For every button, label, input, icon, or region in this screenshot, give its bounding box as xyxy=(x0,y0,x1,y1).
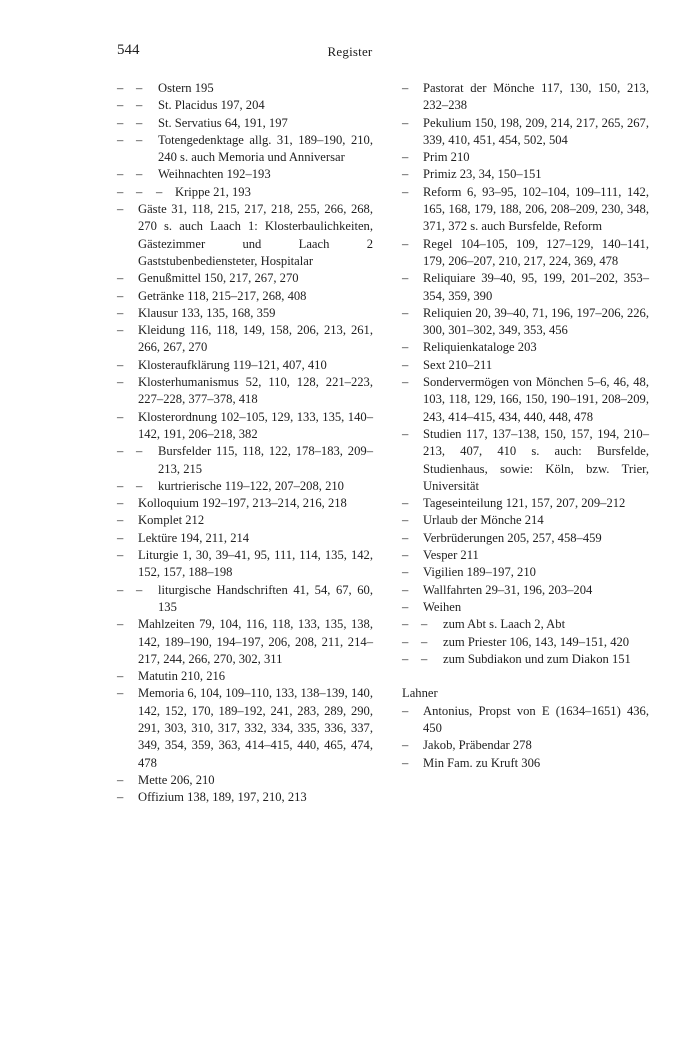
index-entry xyxy=(117,357,373,374)
index-entry-text: Weihen xyxy=(423,599,462,614)
index-entry xyxy=(117,443,373,478)
index-entry xyxy=(402,426,649,495)
dash-marker: – xyxy=(117,444,124,459)
index-entry-text: Genußmittel 150, 217, 267, 270 xyxy=(138,271,299,286)
dash-marker: – xyxy=(136,132,143,147)
dash-marker: – xyxy=(117,375,124,390)
dash-marker: – xyxy=(402,357,409,372)
index-entry-text: Mette 206, 210 xyxy=(138,772,215,787)
index-entry xyxy=(117,288,373,305)
index-entry-text: Reform 6, 93–95, 102–104, 109–111, 142, 165, 168, 179, 188, 206, 208–209, 230, 348, 371, 372 s. auch Bursfelde, Reform xyxy=(423,184,649,234)
dash-marker: – xyxy=(117,357,124,372)
index-entry-text: Reliquien 20, 39–40, 71, 196, 197–206, 226, 300, 301–302, 349, 353, 456 xyxy=(423,305,649,338)
index-entry-text: Offizium 138, 189, 197, 210, 213 xyxy=(138,790,307,805)
index-entry-text: Reliquienkataloge 203 xyxy=(423,340,537,355)
dash-marker: – xyxy=(117,305,124,320)
index-entry-text: Ostern 195 xyxy=(158,81,214,95)
index-entry-text: Wallfahrten 29–31, 196, 203–204 xyxy=(423,582,593,597)
index-entry xyxy=(117,132,373,167)
index-heading xyxy=(402,685,649,702)
dash-marker: – xyxy=(402,530,409,545)
index-entry xyxy=(117,305,373,322)
index-entry-text: Prim 210 xyxy=(423,150,470,165)
dash-marker: – xyxy=(117,582,124,597)
page-number: 544 xyxy=(117,42,140,58)
index-entry xyxy=(402,115,649,150)
dash-marker: – xyxy=(117,132,124,147)
index-entry xyxy=(402,495,649,512)
index-entry xyxy=(402,530,649,547)
index-entry xyxy=(402,616,649,633)
dash-marker: – xyxy=(117,81,124,95)
dash-marker: – xyxy=(136,478,143,493)
index-entry-text: Klausur 133, 135, 168, 359 xyxy=(138,305,276,320)
dash-marker: – xyxy=(117,496,124,511)
dash-marker: – xyxy=(402,703,409,718)
dash-marker: – xyxy=(117,617,124,632)
index-entry-text: kurtrierische 119–122, 207–208, 210 xyxy=(158,478,344,493)
index-entry-text: Liturgie 1, 30, 39–41, 95, 111, 114, 135, 142, 152, 157, 188–198 xyxy=(138,548,373,580)
index-entry xyxy=(117,772,373,789)
index-entry-text: Klosteraufklärung 119–121, 407, 410 xyxy=(138,357,327,372)
dash-marker: – xyxy=(402,184,409,199)
dash-marker: – xyxy=(117,530,124,545)
dash-marker: – xyxy=(402,81,409,95)
index-entry xyxy=(402,512,649,529)
index-entry-text: Urlaub der Mönche 214 xyxy=(423,513,544,528)
dash-marker: – xyxy=(117,167,124,182)
dash-marker: – xyxy=(117,686,124,701)
index-entry-text: Sext 210–211 xyxy=(423,357,493,372)
index-entry-text: Kleidung 116, 118, 149, 158, 206, 213, 261, 266, 267, 270 xyxy=(138,323,373,355)
index-entry xyxy=(117,201,373,270)
index-entry-text: St. Servatius 64, 191, 197 xyxy=(158,115,288,130)
index-entry-text: Pastorat der Mönche 117, 130, 150, 213, 232–238 xyxy=(423,81,649,113)
dash-marker: – xyxy=(117,184,124,199)
index-column-left xyxy=(117,80,373,806)
index-entry-text: Regel 104–105, 109, 127–129, 140–141, 179, 206–207, 210, 217, 224, 369, 478 xyxy=(423,236,649,268)
dash-marker: – xyxy=(136,444,143,459)
index-entry xyxy=(117,685,373,771)
dash-marker: – xyxy=(402,375,409,390)
index-entry-text: St. Placidus 197, 204 xyxy=(158,98,265,113)
dash-marker: – xyxy=(117,271,124,286)
index-entry-text: Komplet 212 xyxy=(138,513,205,528)
dash-marker: – xyxy=(117,548,124,563)
index-entry xyxy=(117,184,373,201)
index-entry xyxy=(402,599,649,616)
index-entry-text: Vesper 211 xyxy=(423,548,479,563)
index-spacer xyxy=(402,668,649,685)
dash-marker: – xyxy=(402,634,409,649)
dash-marker: – xyxy=(136,98,143,113)
dash-marker: – xyxy=(136,184,143,199)
index-entry-text: Gäste 31, 118, 215, 217, 218, 255, 266, 268, 270 s. auch Laach 1: Klosterbaulichkeiten, Gästezimmer und Laach 2 Gaststubenbediensteter, Hospitalar xyxy=(138,202,373,268)
dash-marker: – xyxy=(117,669,124,684)
index-entry-text: Min Fam. zu Kruft 306 xyxy=(423,755,541,770)
index-entry-text: Memoria 6, 104, 109–110, 133, 138–139, 140, 142, 152, 170, 189–192, 241, 283, 289, 290, 291, 303, 310, 317, 332, 334, 335, 336, 337, 349, 354, 359, 363, 414–415, 440, 465, 474, 478 xyxy=(138,686,373,770)
dash-marker: – xyxy=(117,409,124,424)
dash-marker: – xyxy=(402,305,409,320)
index-entry xyxy=(117,547,373,582)
index-entry xyxy=(402,339,649,356)
index-entry-text: zum Priester 106, 143, 149–151, 420 xyxy=(443,634,630,649)
index-entry xyxy=(117,789,373,806)
index-entry xyxy=(402,149,649,166)
index-entry xyxy=(117,322,373,357)
dash-marker: – xyxy=(156,184,163,199)
index-entry-text: Lektüre 194, 211, 214 xyxy=(138,530,250,545)
index-entry-text: Bursfelder 115, 118, 122, 178–183, 209–213, 215 xyxy=(158,444,373,476)
dash-marker: – xyxy=(402,167,409,182)
dash-marker: – xyxy=(117,288,124,303)
dash-marker: – xyxy=(402,755,409,770)
dash-marker: – xyxy=(136,115,143,130)
index-entry xyxy=(402,564,649,581)
index-entry xyxy=(402,374,649,426)
index-entry xyxy=(402,236,649,271)
index-entry-text: Vigilien 189–197, 210 xyxy=(423,565,536,580)
index-entry xyxy=(117,166,373,183)
dash-marker: – xyxy=(402,426,409,441)
index-entry-text: Matutin 210, 216 xyxy=(138,669,226,684)
index-entry xyxy=(402,737,649,754)
index-entry-text: Krippe 21, 193 xyxy=(175,184,251,199)
dash-marker: – xyxy=(402,582,409,597)
dash-marker: – xyxy=(402,738,409,753)
dash-marker: – xyxy=(402,115,409,130)
dash-marker: – xyxy=(117,323,124,338)
index-entry-text: Sondervermögen von Mönchen 5–6, 46, 48, 103, 118, 129, 166, 150, 190–191, 208–209, 243, 414–415, 434, 440, 448, 478 xyxy=(423,375,649,424)
index-entry-text: Studien 117, 137–138, 150, 157, 194, 210–213, 407, 410 s. auch: Bursfelde, Studienhaus, sowie: Köln, bzw. Trier, Universität xyxy=(423,426,649,493)
dash-marker: – xyxy=(421,651,428,666)
index-entry-text: Jakob, Präbendar 278 xyxy=(423,738,532,753)
index-entry-text: Weihnachten 192–193 xyxy=(158,167,271,182)
dash-marker: – xyxy=(402,150,409,165)
dash-marker: – xyxy=(421,634,428,649)
index-entry xyxy=(117,530,373,547)
index-entry-text: Klosterordnung 102–105, 129, 133, 135, 140–142, 191, 206–218, 382 xyxy=(138,409,373,441)
dash-marker: – xyxy=(117,790,124,805)
index-entry xyxy=(402,651,649,668)
index-entry-text: Getränke 118, 215–217, 268, 408 xyxy=(138,288,307,303)
index-entry-text: Tageseinteilung 121, 157, 207, 209–212 xyxy=(423,496,626,511)
dash-marker: – xyxy=(402,513,409,528)
dash-marker: – xyxy=(402,565,409,580)
index-entry xyxy=(402,582,649,599)
index-entry xyxy=(117,616,373,668)
index-entry xyxy=(117,409,373,444)
dash-marker: – xyxy=(402,271,409,286)
dash-marker: – xyxy=(117,202,124,217)
index-entry xyxy=(117,270,373,287)
dash-marker: – xyxy=(136,81,143,95)
index-entry-text: Primiz 23, 34, 150–151 xyxy=(423,167,542,182)
index-entry-text: Pekulium 150, 198, 209, 214, 217, 265, 267, 339, 410, 451, 454, 502, 504 xyxy=(423,115,649,147)
index-entry xyxy=(402,80,649,115)
index-entry xyxy=(402,305,649,340)
dash-marker: – xyxy=(117,115,124,130)
index-entry xyxy=(117,582,373,617)
dash-marker: – xyxy=(421,617,428,632)
dash-marker: – xyxy=(402,340,409,355)
index-entry-text: Lahner xyxy=(402,686,438,701)
index-entry xyxy=(402,634,649,651)
dash-marker: – xyxy=(402,617,409,632)
index-entry xyxy=(117,495,373,512)
index-entry-text: Klosterhumanismus 52, 110, 128, 221–223, 227–228, 377–378, 418 xyxy=(138,375,373,407)
index-entry xyxy=(117,97,373,114)
index-entry xyxy=(402,547,649,564)
index-entry xyxy=(117,512,373,529)
dash-marker: – xyxy=(117,772,124,787)
dash-marker: – xyxy=(402,651,409,666)
index-entry xyxy=(402,166,649,183)
dash-marker: – xyxy=(402,548,409,563)
dash-marker: – xyxy=(117,478,124,493)
index-entry xyxy=(402,184,649,236)
index-entry-text: Totengedenktage allg. 31, 189–190, 210, 240 s. auch Memoria und Anniversar xyxy=(158,132,373,165)
index-entry-text: Verbrüderungen 205, 257, 458–459 xyxy=(423,530,602,545)
index-entry xyxy=(402,755,649,772)
running-title: Register xyxy=(327,44,373,59)
index-entry xyxy=(402,703,649,738)
page-header xyxy=(0,42,700,62)
index-entry xyxy=(117,478,373,495)
index-entry xyxy=(402,357,649,374)
index-entry-text: Kolloquium 192–197, 213–214, 216, 218 xyxy=(138,496,347,511)
dash-marker: – xyxy=(136,167,143,182)
dash-marker: – xyxy=(117,98,124,113)
dash-marker: – xyxy=(117,513,124,528)
index-entry xyxy=(117,374,373,409)
index-entry xyxy=(117,115,373,132)
index-entry xyxy=(117,668,373,685)
index-entry-text: Reliquiare 39–40, 95, 199, 201–202, 353–354, 359, 390 xyxy=(423,271,649,303)
index-entry-text: Antonius, Propst von E (1634–1651) 436, 450 xyxy=(423,703,649,735)
index-entry-text: liturgische Handschriften 41, 54, 67, 60, 135 xyxy=(158,582,373,614)
index-entry xyxy=(402,270,649,305)
dash-marker: – xyxy=(136,582,143,597)
index-column-right xyxy=(402,80,649,772)
dash-marker: – xyxy=(402,599,409,614)
index-entry-text: zum Subdiakon und zum Diakon 151 xyxy=(443,651,631,666)
dash-marker: – xyxy=(402,236,409,251)
index-entry-text: zum Abt s. Laach 2, Abt xyxy=(443,617,566,632)
index-entry-text: Mahlzeiten 79, 104, 116, 118, 133, 135, 138, 142, 189–190, 194–197, 206, 208, 211, 214–217, 244, 266, 270, 302, 311 xyxy=(138,617,373,666)
dash-marker: – xyxy=(402,496,409,511)
index-entry xyxy=(117,80,373,97)
